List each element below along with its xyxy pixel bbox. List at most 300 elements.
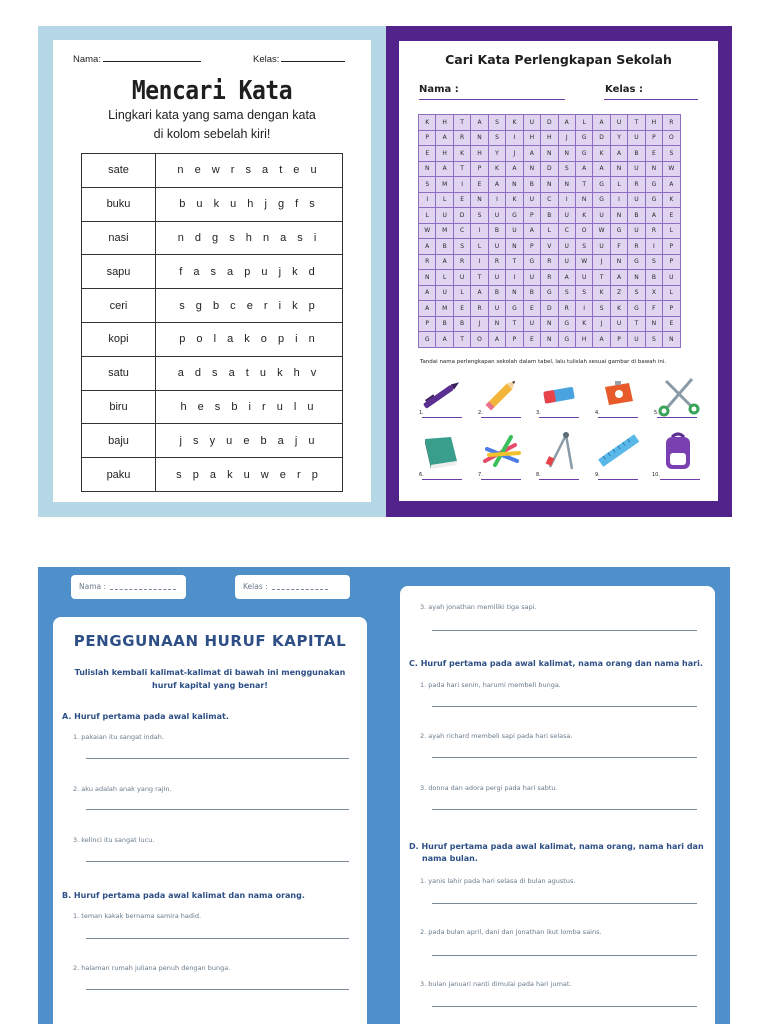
grid-cell[interactable]: P — [506, 332, 523, 348]
letter-sequence[interactable]: j s y u e b a j u — [156, 424, 343, 458]
grid-cell[interactable]: C — [541, 192, 558, 208]
answer-blank[interactable] — [422, 479, 462, 480]
grid-cell[interactable]: N — [419, 270, 436, 286]
grid-cell[interactable]: F — [610, 239, 627, 255]
answer-blank[interactable] — [660, 479, 700, 480]
grid-cell[interactable]: P — [645, 130, 662, 146]
grid-cell[interactable]: N — [541, 146, 558, 162]
answer-blank[interactable] — [539, 417, 579, 418]
grid-cell[interactable]: R — [645, 223, 662, 239]
grid-cell[interactable]: U — [558, 208, 575, 224]
grid-cell[interactable]: A — [610, 270, 627, 286]
word-row — [82, 289, 343, 323]
grid-cell[interactable]: N — [558, 177, 575, 193]
grid-cell[interactable]: Y — [488, 146, 505, 162]
exercise-item: 2. halaman rumah juliana penuh dengan bunga. — [73, 964, 231, 972]
grid-cell[interactable]: U — [488, 239, 505, 255]
grid-cell[interactable]: S — [593, 301, 610, 317]
grid-row — [419, 239, 681, 255]
exercise-item: 3. bulan januari nanti dimulai pada hari jumat. — [420, 980, 572, 988]
grid-cell[interactable]: A — [593, 161, 610, 177]
answer-line[interactable] — [86, 758, 349, 759]
grid-cell[interactable]: B — [436, 239, 453, 255]
grid-cell[interactable]: A — [436, 161, 453, 177]
grid-cell[interactable]: A — [523, 223, 540, 239]
class-blank[interactable] — [272, 584, 328, 590]
grid-cell[interactable]: O — [575, 223, 592, 239]
grid-cell[interactable]: J — [506, 146, 523, 162]
class-field[interactable] — [235, 575, 350, 599]
grid-cell[interactable]: N — [541, 177, 558, 193]
grid-cell[interactable]: G — [628, 301, 645, 317]
grid-cell[interactable]: T — [628, 316, 645, 332]
grid-row — [419, 161, 681, 177]
grid-cell[interactable]: A — [645, 208, 662, 224]
grid-cell[interactable]: G — [593, 192, 610, 208]
grid-cell[interactable]: N — [610, 208, 627, 224]
eraser-icon — [536, 371, 584, 419]
worksheet-title: Cari Kata Perlengkapan Sekolah — [445, 52, 672, 67]
grid-cell[interactable]: U — [593, 208, 610, 224]
grid-cell[interactable]: R — [419, 254, 436, 270]
grid-cell[interactable]: M — [436, 223, 453, 239]
grid-cell[interactable]: F — [645, 301, 662, 317]
grid-cell[interactable]: E — [453, 192, 470, 208]
grid-cell[interactable]: L — [471, 239, 488, 255]
grid-cell[interactable]: H — [523, 130, 540, 146]
grid-cell[interactable]: U — [436, 285, 453, 301]
grid-cell[interactable]: N — [506, 239, 523, 255]
grid-cell[interactable]: N — [471, 130, 488, 146]
word-row — [82, 221, 343, 255]
letter-sequence[interactable]: s g b c e r i k p — [156, 289, 343, 323]
grid-cell[interactable]: S — [558, 161, 575, 177]
grid-cell[interactable]: I — [575, 301, 592, 317]
grid-cell[interactable]: A — [663, 177, 680, 193]
grid-cell[interactable]: H — [436, 146, 453, 162]
grid-cell[interactable]: B — [523, 285, 540, 301]
grid-cell[interactable]: V — [541, 239, 558, 255]
answer-line[interactable] — [86, 989, 349, 990]
grid-cell[interactable]: S — [558, 285, 575, 301]
grid-cell[interactable]: A — [558, 270, 575, 286]
grid-cell[interactable]: P — [471, 161, 488, 177]
grid-cell[interactable]: U — [593, 239, 610, 255]
grid-cell[interactable]: I — [506, 270, 523, 286]
grid-cell[interactable]: P — [663, 254, 680, 270]
name-blank[interactable] — [419, 99, 565, 100]
answer-blank[interactable] — [539, 479, 579, 480]
grid-row — [419, 192, 681, 208]
target-word: kopi — [82, 322, 156, 356]
grid-cell[interactable]: S — [645, 332, 662, 348]
grid-cell[interactable]: N — [628, 270, 645, 286]
grid-cell[interactable]: T — [471, 270, 488, 286]
grid-cell[interactable]: P — [610, 332, 627, 348]
grid-cell[interactable]: G — [419, 332, 436, 348]
grid-cell[interactable]: S — [471, 208, 488, 224]
grid-cell[interactable]: G — [575, 146, 592, 162]
grid-cell[interactable]: B — [628, 208, 645, 224]
grid-cell[interactable]: U — [523, 115, 540, 131]
answer-blank[interactable] — [481, 417, 521, 418]
instruction-line: Tulislah kembali kalimat-kalimat di bawah ini menggunakan — [74, 668, 346, 677]
grid-cell[interactable]: U — [558, 254, 575, 270]
grid-cell[interactable]: U — [628, 161, 645, 177]
grid-cell[interactable]: T — [593, 270, 610, 286]
answer-line[interactable] — [86, 809, 349, 810]
grid-cell[interactable]: R — [541, 254, 558, 270]
grid-row — [419, 332, 681, 348]
grid-cell[interactable]: H — [471, 146, 488, 162]
grid-cell[interactable]: H — [541, 130, 558, 146]
grid-cell[interactable]: Y — [610, 130, 627, 146]
grid-cell[interactable]: U — [523, 270, 540, 286]
answer-line[interactable] — [432, 706, 697, 707]
answer-blank[interactable] — [422, 417, 462, 418]
letter-sequence[interactable]: h e s b i r u l u — [156, 390, 343, 424]
grid-cell[interactable]: P — [663, 301, 680, 317]
grid-cell[interactable]: G — [593, 177, 610, 193]
answer-line[interactable] — [86, 861, 349, 862]
grid-cell[interactable]: G — [523, 254, 540, 270]
grid-cell[interactable]: I — [645, 239, 662, 255]
grid-cell[interactable]: G — [610, 223, 627, 239]
letter-sequence[interactable]: p o l a k o p i n — [156, 322, 343, 356]
grid-cell[interactable]: I — [471, 254, 488, 270]
grid-cell[interactable]: B — [453, 316, 470, 332]
grid-cell[interactable]: E — [663, 208, 680, 224]
grid-cell[interactable]: L — [436, 270, 453, 286]
target-word: buku — [82, 187, 156, 221]
grid-cell[interactable]: N — [645, 161, 662, 177]
page-title: Mencari Kata — [131, 76, 293, 106]
grid-cell[interactable]: Z — [610, 285, 627, 301]
grid-cell[interactable]: J — [593, 254, 610, 270]
target-word: ceri — [82, 289, 156, 323]
instruction-line: di kolom sebelah kiri! — [153, 127, 271, 141]
grid-cell[interactable]: K — [506, 115, 523, 131]
grid-cell[interactable]: I — [419, 192, 436, 208]
grid-cell[interactable]: P — [523, 208, 540, 224]
grid-cell[interactable]: N — [575, 192, 592, 208]
name-label: Nama: — [73, 54, 101, 65]
grid-cell[interactable]: K — [453, 146, 470, 162]
exercise-item: 3. kelinci itu sangat lucu. — [73, 836, 155, 844]
class-blank[interactable] — [281, 53, 345, 62]
grid-cell[interactable]: U — [628, 192, 645, 208]
item-number: 8. — [536, 472, 541, 478]
grid-cell[interactable]: G — [506, 301, 523, 317]
grid-cell[interactable]: N — [506, 177, 523, 193]
grid-cell[interactable]: E — [645, 146, 662, 162]
grid-cell[interactable]: K — [663, 192, 680, 208]
grid-cell[interactable]: G — [558, 316, 575, 332]
sharpener-icon — [595, 371, 643, 419]
grid-cell[interactable]: P — [419, 130, 436, 146]
grid-cell[interactable]: R — [628, 177, 645, 193]
grid-cell[interactable]: A — [471, 115, 488, 131]
answer-line[interactable] — [432, 757, 697, 758]
grid-cell[interactable]: D — [541, 161, 558, 177]
grid-cell[interactable]: N — [663, 332, 680, 348]
grid-cell[interactable]: A — [593, 332, 610, 348]
item-number: 10. — [652, 472, 660, 478]
class-label: Kelas: — [253, 54, 280, 65]
grid-cell[interactable]: T — [628, 115, 645, 131]
grid-cell[interactable]: H — [436, 115, 453, 131]
name-field[interactable] — [71, 575, 186, 599]
grid-cell[interactable]: T — [506, 316, 523, 332]
grid-cell[interactable]: N — [523, 161, 540, 177]
word-row — [82, 322, 343, 356]
grid-cell[interactable]: N — [471, 192, 488, 208]
name-label: Nama : — [79, 582, 107, 591]
grid-cell[interactable]: R — [558, 301, 575, 317]
grid-cell[interactable]: A — [488, 332, 505, 348]
grid-cell[interactable]: O — [471, 332, 488, 348]
grid-cell[interactable]: L — [663, 223, 680, 239]
grid-cell[interactable]: U — [610, 316, 627, 332]
grid-cell[interactable]: T — [575, 177, 592, 193]
grid-cell[interactable]: E — [523, 301, 540, 317]
grid-cell[interactable]: T — [453, 115, 470, 131]
grid-cell[interactable]: G — [645, 177, 662, 193]
grid-cell[interactable]: N — [506, 285, 523, 301]
grid-cell[interactable]: U — [628, 332, 645, 348]
answer-blank[interactable] — [598, 479, 638, 480]
grid-cell[interactable]: K — [575, 316, 592, 332]
grid-cell[interactable]: M — [436, 301, 453, 317]
grid-cell[interactable]: S — [419, 177, 436, 193]
grid-cell[interactable]: G — [558, 332, 575, 348]
grid-cell[interactable]: R — [663, 115, 680, 131]
grid-cell[interactable]: E — [663, 316, 680, 332]
grid-cell[interactable]: G — [645, 192, 662, 208]
grid-cell[interactable]: D — [541, 115, 558, 131]
grid-cell[interactable]: I — [558, 192, 575, 208]
grid-cell[interactable]: U — [628, 130, 645, 146]
name-blank[interactable] — [103, 53, 201, 62]
grid-cell[interactable]: O — [663, 130, 680, 146]
grid-cell[interactable]: N — [541, 332, 558, 348]
grid-cell[interactable]: U — [488, 208, 505, 224]
grid-cell[interactable]: N — [419, 161, 436, 177]
grid-cell[interactable]: A — [419, 239, 436, 255]
grid-cell[interactable]: S — [575, 285, 592, 301]
grid-cell[interactable]: I — [453, 177, 470, 193]
letter-sequence[interactable]: b u k u h j g f s — [156, 187, 343, 221]
grid-cell[interactable]: W — [419, 223, 436, 239]
grid-cell[interactable]: I — [506, 130, 523, 146]
grid-cell[interactable]: A — [419, 301, 436, 317]
answer-line[interactable] — [432, 809, 697, 810]
pen-icon — [417, 371, 465, 419]
grid-cell[interactable]: U — [610, 115, 627, 131]
class-label: Kelas : — [605, 84, 643, 95]
grid-cell[interactable]: J — [558, 130, 575, 146]
grid-cell[interactable]: L — [436, 192, 453, 208]
exercise-item: 1. pada hari senin, harumi membeli bunga. — [420, 681, 561, 689]
grid-cell[interactable]: L — [575, 115, 592, 131]
grid-cell[interactable]: S — [488, 130, 505, 146]
grid-row — [419, 146, 681, 162]
grid-cell[interactable]: G — [575, 130, 592, 146]
answer-line[interactable] — [432, 903, 697, 904]
grid-cell[interactable]: N — [541, 316, 558, 332]
grid-cell[interactable]: B — [436, 316, 453, 332]
grid-cell[interactable]: L — [610, 177, 627, 193]
grid-cell[interactable]: U — [523, 316, 540, 332]
grid-cell[interactable]: N — [558, 146, 575, 162]
grid-cell[interactable]: E — [419, 146, 436, 162]
grid-cell[interactable]: A — [471, 285, 488, 301]
grid-cell[interactable]: A — [419, 285, 436, 301]
grid-cell[interactable]: L — [419, 208, 436, 224]
name-blank[interactable] — [110, 584, 176, 590]
grid-cell[interactable]: M — [436, 177, 453, 193]
item-number: 5. — [654, 410, 659, 416]
grid-cell[interactable]: E — [523, 332, 540, 348]
letter-sequence[interactable]: n e w r s a t e u — [156, 154, 343, 188]
grid-cell[interactable]: L — [541, 223, 558, 239]
grid-cell[interactable]: U — [628, 223, 645, 239]
grid-cell[interactable]: R — [541, 270, 558, 286]
grid-cell[interactable]: L — [453, 285, 470, 301]
target-word: paku — [82, 458, 156, 492]
grid-cell[interactable]: U — [488, 270, 505, 286]
answer-blank[interactable] — [598, 417, 638, 418]
grid-cell[interactable]: P — [663, 239, 680, 255]
grid-cell[interactable]: C — [453, 223, 470, 239]
grid-cell[interactable]: A — [488, 177, 505, 193]
grid-cell[interactable]: U — [453, 270, 470, 286]
grid-cell[interactable]: U — [523, 192, 540, 208]
grid-cell[interactable]: L — [663, 285, 680, 301]
grid-cell[interactable]: H — [575, 332, 592, 348]
grid-cell[interactable]: T — [506, 254, 523, 270]
letter-sequence[interactable]: s p a k u w e r p — [156, 458, 343, 492]
letter-sequence[interactable]: f a s a p u j k d — [156, 255, 343, 289]
answer-line[interactable] — [432, 1006, 697, 1007]
letter-sequence[interactable]: a d s a t u k h v — [156, 356, 343, 390]
grid-cell[interactable]: W — [575, 254, 592, 270]
grid-cell[interactable]: I — [488, 192, 505, 208]
grid-cell[interactable]: I — [610, 192, 627, 208]
grid-cell[interactable]: U — [575, 270, 592, 286]
grid-cell[interactable]: R — [488, 254, 505, 270]
grid-cell[interactable]: I — [471, 223, 488, 239]
grid-cell[interactable]: U — [436, 208, 453, 224]
grid-cell[interactable]: K — [488, 161, 505, 177]
grid-cell[interactable]: G — [541, 285, 558, 301]
answer-blank[interactable] — [481, 479, 521, 480]
grid-cell[interactable]: E — [453, 301, 470, 317]
grid-cell[interactable]: D — [453, 208, 470, 224]
grid-cell[interactable]: A — [575, 161, 592, 177]
grid-cell[interactable]: S — [488, 115, 505, 131]
answer-blank[interactable] — [657, 417, 697, 418]
grid-cell[interactable]: A — [436, 130, 453, 146]
grid-cell[interactable]: C — [558, 223, 575, 239]
word-row — [82, 154, 343, 188]
grid-cell[interactable]: R — [471, 301, 488, 317]
grid-cell[interactable]: D — [593, 130, 610, 146]
grid-cell[interactable]: J — [593, 316, 610, 332]
grid-row — [419, 208, 681, 224]
grid-cell[interactable]: S — [663, 146, 680, 162]
grid-cell[interactable]: K — [610, 301, 627, 317]
grid-cell[interactable]: K — [593, 285, 610, 301]
grid-cell[interactable]: K — [419, 115, 436, 131]
grid-cell[interactable]: R — [453, 130, 470, 146]
grid-cell[interactable]: R — [453, 254, 470, 270]
grid-cell[interactable]: U — [488, 301, 505, 317]
grid-cell[interactable]: K — [506, 192, 523, 208]
grid-cell[interactable]: W — [593, 223, 610, 239]
grid-cell[interactable]: G — [506, 208, 523, 224]
grid-cell[interactable]: B — [541, 208, 558, 224]
grid-cell[interactable]: A — [593, 115, 610, 131]
grid-cell[interactable]: X — [645, 285, 662, 301]
letter-sequence[interactable]: n d g s h n a s i — [156, 221, 343, 255]
grid-cell[interactable]: T — [453, 332, 470, 348]
grid-cell[interactable]: A — [610, 146, 627, 162]
grid-cell[interactable]: A — [523, 146, 540, 162]
grid-cell[interactable]: N — [645, 316, 662, 332]
grid-cell[interactable]: B — [645, 270, 662, 286]
grid-cell[interactable]: B — [523, 177, 540, 193]
grid-cell[interactable]: D — [541, 301, 558, 317]
grid-cell[interactable]: A — [436, 254, 453, 270]
grid-cell[interactable]: U — [663, 270, 680, 286]
grid-row — [419, 270, 681, 286]
answer-line[interactable] — [86, 938, 349, 939]
grid-cell[interactable]: E — [471, 177, 488, 193]
grid-cell[interactable]: A — [558, 115, 575, 131]
grid-cell[interactable]: S — [628, 285, 645, 301]
grid-cell[interactable]: B — [628, 146, 645, 162]
grid-cell[interactable]: U — [558, 239, 575, 255]
grid-cell[interactable]: N — [488, 316, 505, 332]
grid-cell[interactable]: S — [575, 239, 592, 255]
grid-cell[interactable]: B — [488, 223, 505, 239]
grid-cell[interactable]: W — [663, 161, 680, 177]
scissors-icon — [654, 371, 702, 419]
grid-cell[interactable]: J — [471, 316, 488, 332]
grid-cell[interactable]: T — [453, 161, 470, 177]
grid-cell[interactable]: S — [645, 254, 662, 270]
grid-cell[interactable]: K — [593, 146, 610, 162]
grid-cell[interactable]: S — [453, 239, 470, 255]
grid-cell[interactable]: A — [436, 332, 453, 348]
grid-cell[interactable]: H — [645, 115, 662, 131]
grid-cell[interactable]: N — [610, 254, 627, 270]
grid-cell[interactable]: K — [575, 208, 592, 224]
answer-line[interactable] — [432, 955, 697, 956]
grid-cell[interactable]: P — [419, 316, 436, 332]
grid-cell[interactable]: N — [610, 161, 627, 177]
answer-line[interactable] — [432, 630, 697, 631]
grid-cell[interactable]: U — [506, 223, 523, 239]
class-blank[interactable] — [604, 99, 698, 100]
grid-cell[interactable]: R — [628, 239, 645, 255]
instruction — [71, 666, 349, 692]
grid-cell[interactable]: B — [488, 285, 505, 301]
grid-cell[interactable]: G — [628, 254, 645, 270]
grid-cell[interactable]: P — [523, 239, 540, 255]
grid-cell[interactable]: A — [506, 161, 523, 177]
